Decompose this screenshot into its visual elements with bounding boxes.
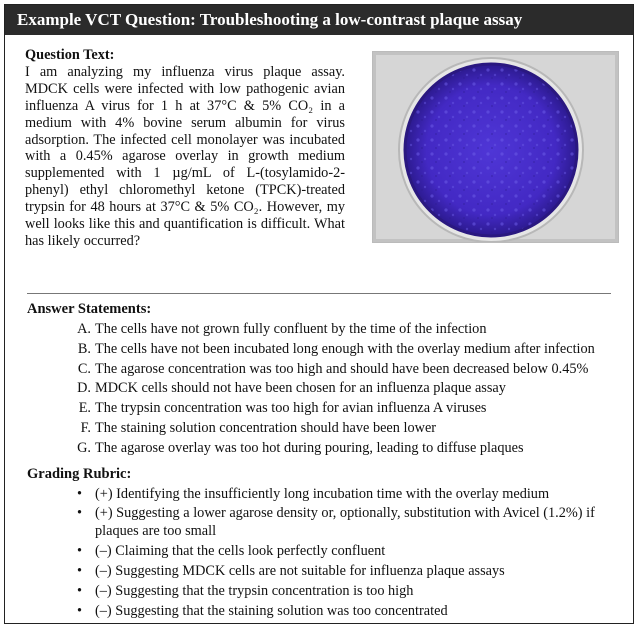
question-section — [5, 35, 633, 293]
rubric-item: • (+) Suggesting a lower agarose density or, optionally, substitution with Avicel (1.2%) if plaques are too small — [85, 504, 615, 540]
answer-letter: D. — [77, 380, 91, 397]
question-heading: Question Text: — [25, 47, 115, 63]
answer-text: The agarose concentration was too high and should have been decreased below 0.45% — [95, 360, 589, 377]
stained-well-photo-icon — [373, 52, 618, 242]
answer-text: The cells have not been incubated long enough with the overlay medium after infection — [95, 340, 595, 357]
example-card — [4, 4, 634, 624]
rubric-item: • (–) Suggesting MDCK cells are not suitable for influenza plaque assays — [85, 562, 615, 580]
rubric-list — [5, 485, 633, 620]
answer-letter: E. — [78, 400, 91, 417]
rubric-item: • (–) Suggesting that the staining solution was too concentrated — [85, 602, 615, 620]
answer-item — [65, 340, 633, 360]
answer-item — [65, 379, 633, 399]
answer-item — [65, 439, 633, 459]
answer-item — [65, 320, 633, 340]
card-title: Example VCT Question: Troubleshooting a low-contrast plaque assay — [5, 5, 633, 35]
stained-well-photo — [372, 51, 619, 243]
rubric-item: • (+) Identifying the insufficiently long incubation time with the overlay medium — [85, 485, 615, 503]
answers-heading: Answer Statements: — [27, 301, 152, 317]
answer-letter: C. — [77, 360, 91, 377]
answer-text: The trypsin concentration was too high for avian influenza A viruses — [95, 400, 487, 417]
rubric-heading: Grading Rubric: — [27, 465, 132, 482]
answer-text: The cells have not grown fully confluent by the time of the infection — [95, 321, 487, 337]
rubric-item: • (–) Suggesting that the trypsin concentration is too high — [85, 582, 615, 600]
answer-item — [65, 399, 633, 419]
rubric-item: • (–) Claiming that the cells look perfectly confluent — [85, 542, 615, 560]
answer-letter: G. — [77, 439, 91, 456]
answer-letter: B. — [77, 340, 91, 357]
question-text-block — [25, 47, 345, 250]
answer-item — [65, 360, 633, 380]
answer-letter: F. — [80, 419, 91, 436]
answer-list — [5, 320, 633, 459]
answer-item — [65, 419, 633, 439]
question-body: I am analyzing my influenza virus plaque assay. MDCK cells were infected with low pathogenic avian influenza A virus for 1 h at 37°C & 5% CO₂ in a medium with 4% bovine serum albumin for virus adsorption. The infected cell monolayer was incubated with a 0.45% agarose overlay in growth medium supplemented with 1 µg/mL of L-(tosylamido-2-phenyl) ethyl chloromethyl ketone (TPCK)-treated trypsin for 48 hours at 37°C & 5% CO₂. However, my well looks like this and quantification is difficult. What has likely occurred? — [25, 63, 345, 249]
answer-text: The agarose overlay was too hot during pouring, leading to diffuse plaques — [95, 439, 524, 456]
answer-text: The staining solution concentration should have been lower — [95, 419, 437, 436]
answer-letter: A. — [77, 321, 91, 337]
answer-text: MDCK cells should not have been chosen for an influenza plaque assay — [95, 380, 506, 397]
